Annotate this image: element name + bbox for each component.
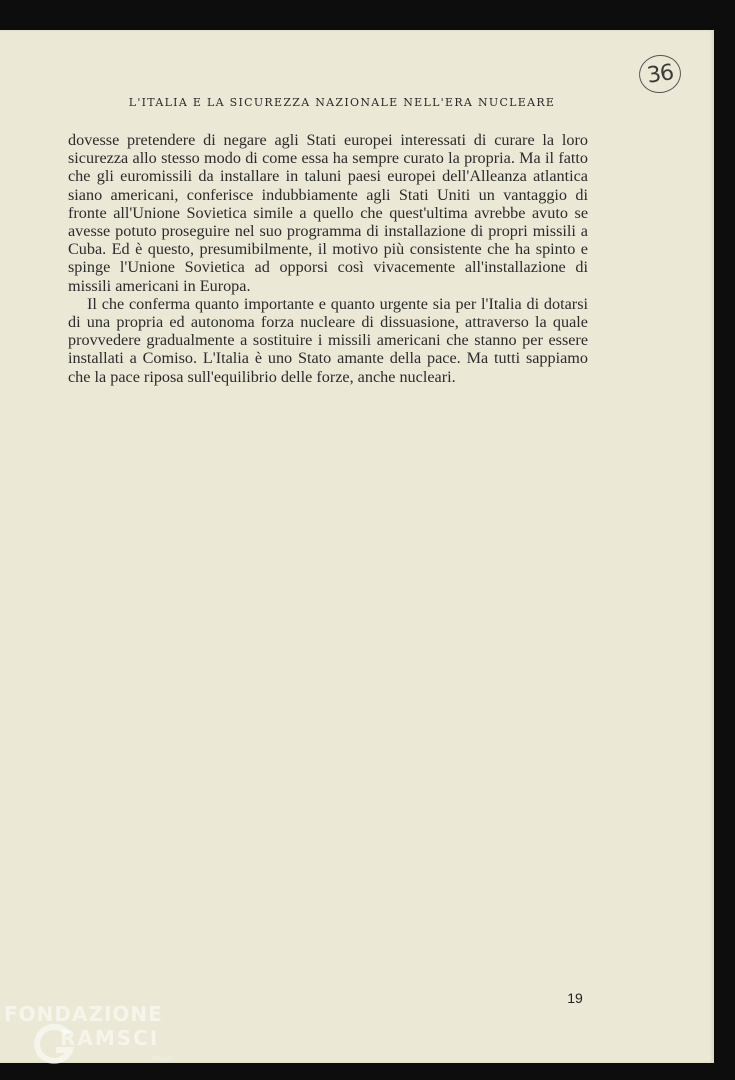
paragraph-1: dovesse pretendere di negare agli Stati europei interessati di curare la loro sicurezza allo stesso modo di come essa ha sempre curato la propria. Ma il fatto che gli euromissili da installare in taluni paesi europei dell'Alleanza atlantica siano americani, conferisce indubbiamente agli Stati Uniti un vantaggio di fronte all'Unione Sovietica simile a quello che quest'ultima avrebbe avuto se avesse potuto proseguire nel suo programma di installazione di propri missili a Cuba. Ed è questo, presumibilmente, il motivo più consistente che ha spinto e spinge l'Unione Sovietica ad opporsi così vivacemente all'installazione di missili americani in Europa. bbox=[68, 131, 588, 295]
running-head: L'ITALIA E LA SICUREZZA NAZIONALE NELL'ERA NUCLEARE bbox=[128, 96, 556, 109]
archive-number-stamp: 36 bbox=[637, 52, 684, 95]
watermark-logo bbox=[4, 1000, 184, 1080]
watermark-line2: RAMSCI bbox=[60, 1026, 160, 1050]
page-number: 19 bbox=[567, 990, 583, 1006]
body-text bbox=[68, 131, 588, 386]
paragraph-2: Il che conferma quanto importante e quanto urgente sia per l'Italia di dotarsi di una propria ed autonoma forza nucleare di dissuasione, attraverso la quale provvedere gradualmente a sostituire i missili americani che stanno per essere installati a Comiso. L'Italia è uno Stato amante della pace. Ma tutti sappiamo che la pace riposa sull'equilibrio delle forze, anche nucleari. bbox=[68, 294, 588, 386]
watermark-line1: FONDAZIONE bbox=[4, 1002, 163, 1026]
watermark-suffix: onlus bbox=[152, 1054, 174, 1063]
